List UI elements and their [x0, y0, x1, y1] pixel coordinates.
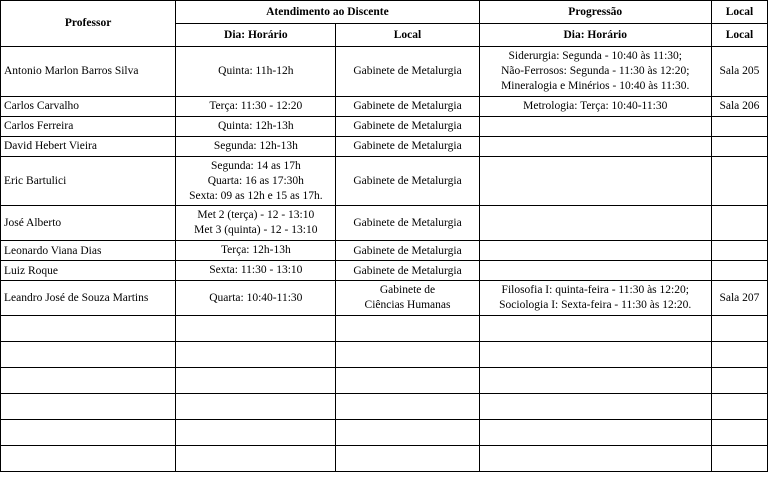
cell-professor-name: Eric Bartulici	[1, 156, 176, 206]
empty-cell	[1, 446, 176, 472]
empty-cell	[479, 394, 711, 420]
cell-professor-name: David Hebert Vieira	[1, 136, 176, 156]
table-row	[1, 156, 768, 206]
cell-atendimento-local: Gabinete de Metalurgia	[336, 96, 479, 116]
table-empty-row	[1, 342, 768, 368]
header-atendimento-group: Atendimento ao Discente	[176, 1, 479, 24]
table-row	[1, 261, 768, 281]
empty-cell	[336, 394, 479, 420]
table-row	[1, 47, 768, 97]
header-dia-horario-atendimento: Dia: Horário	[176, 24, 336, 47]
cell-atendimento-horario: Quinta: 12h-13h	[176, 116, 336, 136]
cell-progressao-horario	[479, 261, 711, 281]
cell-progressao-local: Sala 206	[711, 96, 767, 116]
cell-professor-name: Leandro José de Souza Martins	[1, 281, 176, 316]
cell-professor-name: Luiz Roque	[1, 261, 176, 281]
table-row	[1, 206, 768, 241]
empty-cell	[336, 420, 479, 446]
table-row	[1, 241, 768, 261]
empty-cell	[711, 420, 767, 446]
empty-cell	[176, 368, 336, 394]
table-empty-row	[1, 420, 768, 446]
empty-cell	[176, 394, 336, 420]
cell-professor-name: Leonardo Viana Dias	[1, 241, 176, 261]
empty-cell	[176, 316, 336, 342]
empty-cell	[176, 342, 336, 368]
cell-progressao-local: Sala 207	[711, 281, 767, 316]
table-empty-row	[1, 316, 768, 342]
empty-cell	[176, 446, 336, 472]
empty-cell	[711, 446, 767, 472]
cell-atendimento-local: Gabinete de Ciências Humanas	[336, 281, 479, 316]
cell-progressao-local	[711, 156, 767, 206]
cell-progressao-local: Sala 205	[711, 47, 767, 97]
cell-atendimento-local: Gabinete de Metalurgia	[336, 116, 479, 136]
table-row	[1, 116, 768, 136]
empty-cell	[1, 316, 176, 342]
empty-cell	[1, 342, 176, 368]
header-progressao-group: Progressão	[479, 1, 711, 24]
header-local-progressao: Local	[711, 24, 767, 47]
cell-atendimento-local: Gabinete de Metalurgia	[336, 47, 479, 97]
cell-professor-name: Carlos Ferreira	[1, 116, 176, 136]
empty-cell	[1, 368, 176, 394]
empty-cell	[336, 316, 479, 342]
cell-professor-name: Carlos Carvalho	[1, 96, 176, 116]
empty-cell	[711, 368, 767, 394]
empty-cell	[336, 368, 479, 394]
empty-cell	[711, 394, 767, 420]
cell-atendimento-horario: Segunda: 14 as 17h Quarta: 16 as 17:30h Sexta: 09 as 12h e 15 as 17h.	[176, 156, 336, 206]
cell-atendimento-horario: Quinta: 11h-12h	[176, 47, 336, 97]
cell-atendimento-local: Gabinete de Metalurgia	[336, 136, 479, 156]
empty-cell	[479, 342, 711, 368]
table-empty-row	[1, 446, 768, 472]
cell-progressao-horario	[479, 241, 711, 261]
header-local-top: Local	[711, 1, 767, 24]
table-row	[1, 136, 768, 156]
table-header-row-top	[1, 1, 768, 24]
cell-atendimento-horario: Terça: 11:30 - 12:20	[176, 96, 336, 116]
cell-atendimento-horario: Quarta: 10:40-11:30	[176, 281, 336, 316]
table-row	[1, 96, 768, 116]
header-dia-horario-progressao: Dia: Horário	[479, 24, 711, 47]
cell-atendimento-horario: Met 2 (terça) - 12 - 13:10 Met 3 (quinta) - 12 - 13:10	[176, 206, 336, 241]
cell-atendimento-local: Gabinete de Metalurgia	[336, 156, 479, 206]
cell-progressao-horario: Metrologia: Terça: 10:40-11:30	[479, 96, 711, 116]
empty-cell	[176, 420, 336, 446]
empty-cell	[711, 342, 767, 368]
empty-cell	[479, 316, 711, 342]
cell-progressao-local	[711, 241, 767, 261]
cell-professor-name: José Alberto	[1, 206, 176, 241]
cell-progressao-local	[711, 261, 767, 281]
cell-atendimento-horario: Segunda: 12h-13h	[176, 136, 336, 156]
cell-progressao-horario	[479, 206, 711, 241]
header-local-atendimento: Local	[336, 24, 479, 47]
cell-atendimento-local: Gabinete de Metalurgia	[336, 261, 479, 281]
cell-progressao-horario	[479, 156, 711, 206]
empty-cell	[1, 420, 176, 446]
empty-cell	[1, 394, 176, 420]
cell-progressao-horario: Filosofia I: quinta-feira - 11:30 às 12:20; Sociologia I: Sexta-feira - 11:30 às 12:20.	[479, 281, 711, 316]
empty-cell	[479, 420, 711, 446]
cell-progressao-horario: Siderurgia: Segunda - 10:40 às 11:30; Não-Ferrosos: Segunda - 11:30 às 12:20; Mineralogia e Minérios - 10:40 às 11:30.	[479, 47, 711, 97]
cell-atendimento-horario: Sexta: 11:30 - 13:10	[176, 261, 336, 281]
table-empty-row	[1, 394, 768, 420]
empty-cell	[479, 368, 711, 394]
cell-progressao-local	[711, 136, 767, 156]
cell-atendimento-horario: Terça: 12h-13h	[176, 241, 336, 261]
empty-cell	[336, 446, 479, 472]
table-row	[1, 281, 768, 316]
table-empty-row	[1, 368, 768, 394]
cell-professor-name: Antonio Marlon Barros Silva	[1, 47, 176, 97]
cell-progressao-horario	[479, 136, 711, 156]
header-professor: Professor	[1, 1, 176, 47]
cell-atendimento-local: Gabinete de Metalurgia	[336, 206, 479, 241]
empty-cell	[479, 446, 711, 472]
cell-atendimento-local: Gabinete de Metalurgia	[336, 241, 479, 261]
empty-cell	[711, 316, 767, 342]
cell-progressao-local	[711, 206, 767, 241]
cell-progressao-local	[711, 116, 767, 136]
cell-progressao-horario	[479, 116, 711, 136]
empty-cell	[336, 342, 479, 368]
